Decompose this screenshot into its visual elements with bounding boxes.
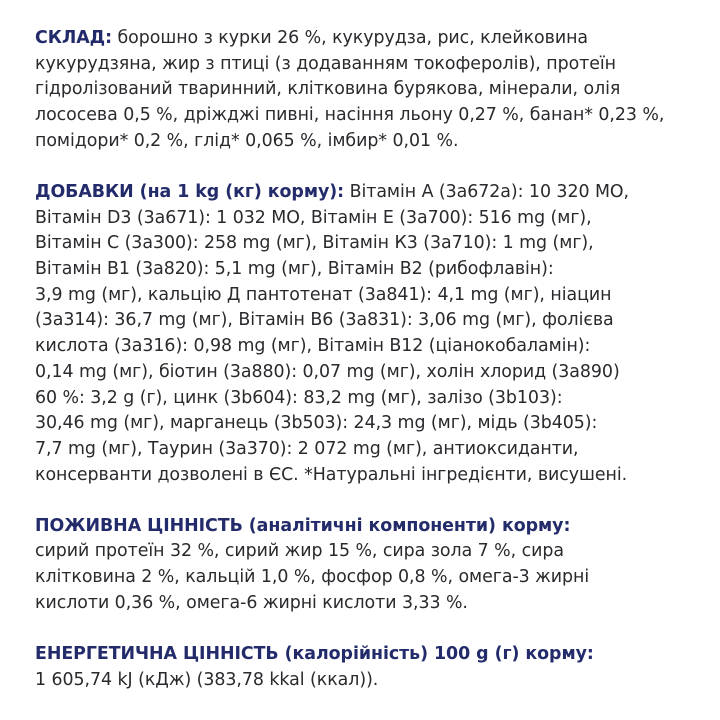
nutritional-value-section bbox=[35, 514, 720, 617]
nutritional-value-heading: ПОЖИВНА ЦІННІСТЬ (аналітичні компоненти) корму: bbox=[35, 515, 571, 536]
composition-heading: СКЛАД: bbox=[35, 28, 113, 48]
additives-line: 60 %: 3,2 g (г), цинк (3b604): 83,2 mg (мг), залізо (3b103): bbox=[35, 387, 563, 408]
composition-text: борошно з курки 26 %, кукурудза, рис, клейковина bbox=[112, 28, 588, 48]
composition-section bbox=[35, 26, 720, 155]
energy-value-section bbox=[35, 642, 720, 693]
product-composition-text bbox=[35, 26, 720, 693]
additives-section bbox=[35, 180, 720, 488]
composition-line: кукурудзяна, жир з птиці (з додаванням токоферолів), протеїн bbox=[35, 53, 616, 74]
nutritional-value-line: клітковина 2 %, кальцій 1,0 %, фосфор 0,8 %, омега-3 жирні bbox=[35, 567, 590, 588]
additives-line: 0,14 mg (мг), біотин (3а880): 0,07 mg (мг), холін хлорид (3а890) bbox=[35, 361, 620, 382]
nutritional-value-line: сирий протеїн 32 %, сирий жир 15 %, сира зола 7 %, сира bbox=[35, 541, 564, 562]
nutritional-value-line: кислоти 0,36 %, омега-6 жирні кислоти 3,33 %. bbox=[35, 592, 468, 613]
additives-line: Вітамін В1 (3а820): 5,1 mg (мг), Вітамін В2 (рибофлавін): bbox=[35, 259, 554, 280]
energy-value-heading: ЕНЕРГЕТИЧНА ЦІННІСТЬ (калорійність) 100 g (г) корму: bbox=[35, 643, 594, 664]
composition-line bbox=[35, 26, 720, 52]
additives-line: 3,9 mg (мг), кальцію Д пантотенат (3а841): 4,1 mg (мг), ніацин bbox=[35, 284, 612, 305]
additives-text: Вітамін А (3а672а): 10 320 МО, bbox=[344, 181, 630, 202]
composition-line: лососева 0,5 %, дріжджі пивні, насіння льону 0,27 %, банан* 0,23 %, bbox=[35, 105, 665, 126]
additives-line: 30,46 mg (мг), марганець (3b503): 24,3 mg (мг), мідь (3b405): bbox=[35, 413, 598, 434]
additives-line: кислота (3а316): 0,98 mg (мг), Вітамін В12 (ціанокобаламін): bbox=[35, 336, 591, 357]
additives-line: Вітамін D3 (3а671): 1 032 МО, Вітамін Е (3а700): 516 mg (мг), bbox=[35, 207, 592, 228]
composition-line: помідори* 0,2 %, глід* 0,065 %, імбир* 0,01 %. bbox=[35, 130, 459, 151]
additives-line bbox=[35, 180, 720, 206]
additives-line: (3а314): 36,7 mg (мг), Вітамін В6 (3а831): 3,06 mg (мг), фолієва bbox=[35, 310, 614, 331]
additives-line: 7,7 mg (мг), Таурин (3а370): 2 072 mg (мг), антиоксиданти, bbox=[35, 438, 579, 459]
energy-value-line: 1 605,74 kJ (кДж) (383,78 kkal (ккал)). bbox=[35, 669, 379, 690]
additives-heading: ДОБАВКИ (на 1 kg (кг) корму): bbox=[35, 181, 345, 202]
additives-line: Вітамін С (3а300): 258 mg (мг), Вітамін К3 (3а710): 1 mg (мг), bbox=[35, 233, 594, 254]
composition-line: гідролізований тваринний, клітковина бурякова, мінерали, олія bbox=[35, 79, 621, 100]
additives-line: консерванти дозволені в ЄС. *Натуральні інгредієнти, висушені. bbox=[35, 464, 628, 485]
